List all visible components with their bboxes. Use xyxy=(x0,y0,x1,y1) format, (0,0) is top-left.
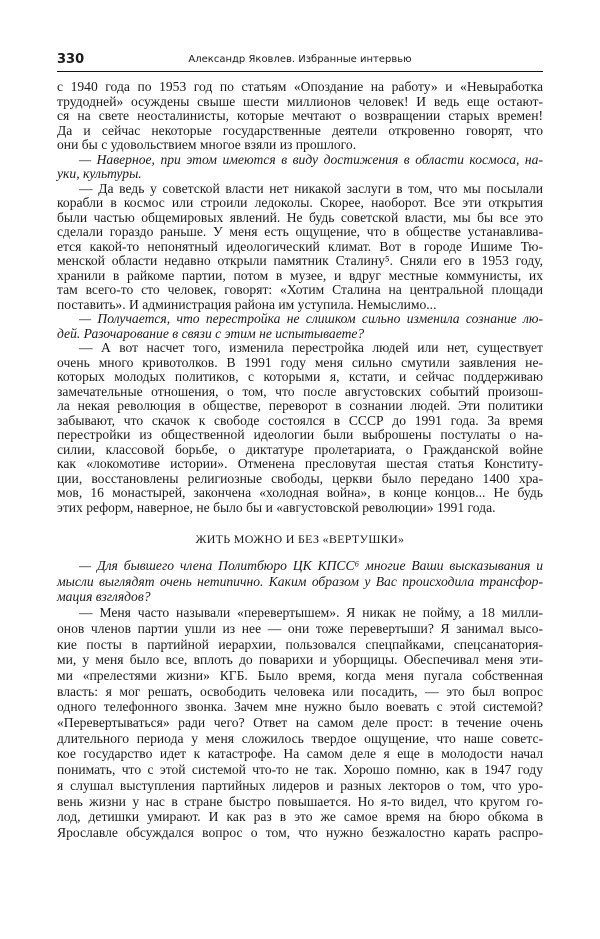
text-line: уки, культуры. xyxy=(57,166,142,181)
text-line: ми, у меня было все, вплоть до поварихи и уборщицы. Обеспечивал меня эти- xyxy=(57,652,543,668)
text-line: мысли выглядят очень нетипично. Каким образом у Вас происходила трансфор- xyxy=(57,573,543,589)
text-line: понимать, что с этой системой что-то не так. Хорошо помню, как в 1947 году xyxy=(57,762,543,778)
text-line: ции, восстановлены религиозные свободы, церкви было передано 1400 хра- xyxy=(57,470,543,486)
text-line: мов, 16 монастырей, закончена «холодная война», в конце концов... Не будь xyxy=(57,485,543,500)
text-line: — Получается, что перестройка не слишком сильно изменила сознание лю- xyxy=(79,311,543,326)
text-line: очень много кривотолков. В 1991 году меня сильно смутили заявления не- xyxy=(57,354,543,370)
text-line: — А вот насчет того, изменила перестройка людей или нет, существует xyxy=(79,340,543,355)
interview-question xyxy=(57,558,543,605)
text-line: трудодней» осуждены свыше шести миллионов человек! И ведь еще остают- xyxy=(57,93,543,109)
text-line: ется какой-то непонятный идеологический климат. Вот в городе Ишиме Тю- xyxy=(57,238,543,254)
interview-answer xyxy=(57,605,543,841)
text-line: вень жизни у нас в стране быстро повышается. Но я-то видел, что кругом го- xyxy=(57,793,543,809)
text-line: — Наверное, при этом имеются в виду достижения в области космоса, на- xyxy=(79,151,543,167)
text-line: — Меня часто называли «перевертышем». Я никак не пойму, а 18 милли- xyxy=(79,605,543,621)
text-line: забывают, что скачок к свободе состоялся в СССР до 1991 года. За время xyxy=(57,412,543,428)
text-line: длительного периода у меня сложилось твердое ощущение, что наше советс- xyxy=(57,730,543,746)
text-line: я слушал выступления партийных лидеров и разных лекторов о том, что уро- xyxy=(57,777,543,793)
text-line: дей. Разочарование в связи с этим не испытываете? xyxy=(57,325,365,341)
text-line: они бы с удовольствием многое взяли из прошлого. xyxy=(57,137,357,152)
text-line: которых молодых политиков, с которыми я, кстати, и сейчас поддерживаю xyxy=(57,369,543,384)
text-line: там всего-то сто человек, говорят: «Хотим Сталина на центральной площади xyxy=(57,282,543,297)
page-number: 330 xyxy=(57,52,85,67)
text-line: хранили в райкоме партии, потом в музее, и вдруг местные коммунисты, их xyxy=(57,267,543,283)
text-line: корабли в космос или строили ледоколы. Скорее, наоборот. Все эти открытия xyxy=(57,195,543,210)
text-line: Да и сейчас некоторые государственные деятели откровенно говорят, что xyxy=(57,122,543,138)
text-line: кие посты в партийной иерархии, пользовался спецпайками, спецсанатория- xyxy=(57,636,543,652)
text-line: лод, детишки умирают. И как раз в это же самое время на бюро обкома в xyxy=(57,809,543,825)
interview-question xyxy=(57,312,543,341)
text-line: одного телефонного звонка. Зачем мне нужно было воевать с этой системой? xyxy=(57,699,543,715)
header-rule xyxy=(57,71,543,72)
text-line: мация взглядов? xyxy=(57,589,151,605)
text-line: — Для бывшего члена Политбюро ЦК КПСС⁶ многие Ваши высказывания и xyxy=(79,558,543,573)
text-section-1 xyxy=(57,80,543,515)
text-line: были частью общемировых явлений. Не будь советской власти, мы бы все это xyxy=(57,209,543,225)
interview-answer xyxy=(57,182,543,313)
text-line: с 1940 года по 1953 год по статьям «Опоздание на работу» и «Невыработка xyxy=(57,79,543,94)
text-line: менской области недавно открыли памятник Сталину⁵. Сняли его в 1953 году, xyxy=(57,253,543,268)
text-line: — Да ведь у советской власти нет никакой заслуги в том, что мы посылали xyxy=(79,180,543,196)
text-line: силии, классовой борьбе, о диктатуре пролетариата, о Гражданской войне xyxy=(57,441,543,457)
text-line: замечательные отношения, о том, что после августовских событий произош- xyxy=(57,383,543,399)
text-section-2 xyxy=(57,558,543,841)
text-line: ла некая революция в обществе, переворот в сознании людей. Эти политики xyxy=(57,398,543,413)
text-line: как «локомотиве истории». Отменена пресловутая шестая статья Конститу- xyxy=(57,456,543,471)
text-line: «Перевертываться» ради чего? Ответ на самом деле прост: в течение очень xyxy=(57,715,543,731)
interview-answer xyxy=(57,341,543,515)
text-line: ся на свете неосталинисты, которые мечтают о возвращении старых времен! xyxy=(57,108,543,123)
running-title: Александр Яковлев. Избранные интервью xyxy=(188,54,412,65)
text-line: ми «прелестями жизни» КГБ. Было время, когда меня пугала собственная xyxy=(57,667,543,683)
section-heading: ЖИТЬ МОЖНО И БЕЗ «ВЕРТУШКИ» xyxy=(195,532,405,546)
text-line: онов членов партии ушли из нее — они тоже перевертыши? Я занимал высо- xyxy=(57,620,543,636)
text-line: этих реформ, наверное, не было бы и «августовской революции» 1991 года. xyxy=(57,499,496,515)
text-line: поставить». И администрация района им уступила. Немыслимо... xyxy=(57,296,437,312)
text-line: власть: я мог решать, освободить человека или посадить, — это был вопрос xyxy=(57,683,543,699)
text-line: Ярославле обсуждался вопрос о том, что нужно безжалостно карать распро- xyxy=(57,824,543,840)
text-line: перестройки из общественной идеологии были выброшены постулаты о на- xyxy=(57,427,543,442)
interview-answer xyxy=(57,80,543,153)
text-line: кое государство идет к катастрофе. На самом деле я еще в молодости начал xyxy=(57,746,543,762)
interview-question xyxy=(57,153,543,182)
text-line: сделали гораздо раньше. У меня есть ощущение, что в обществе устанавлива- xyxy=(57,224,543,239)
